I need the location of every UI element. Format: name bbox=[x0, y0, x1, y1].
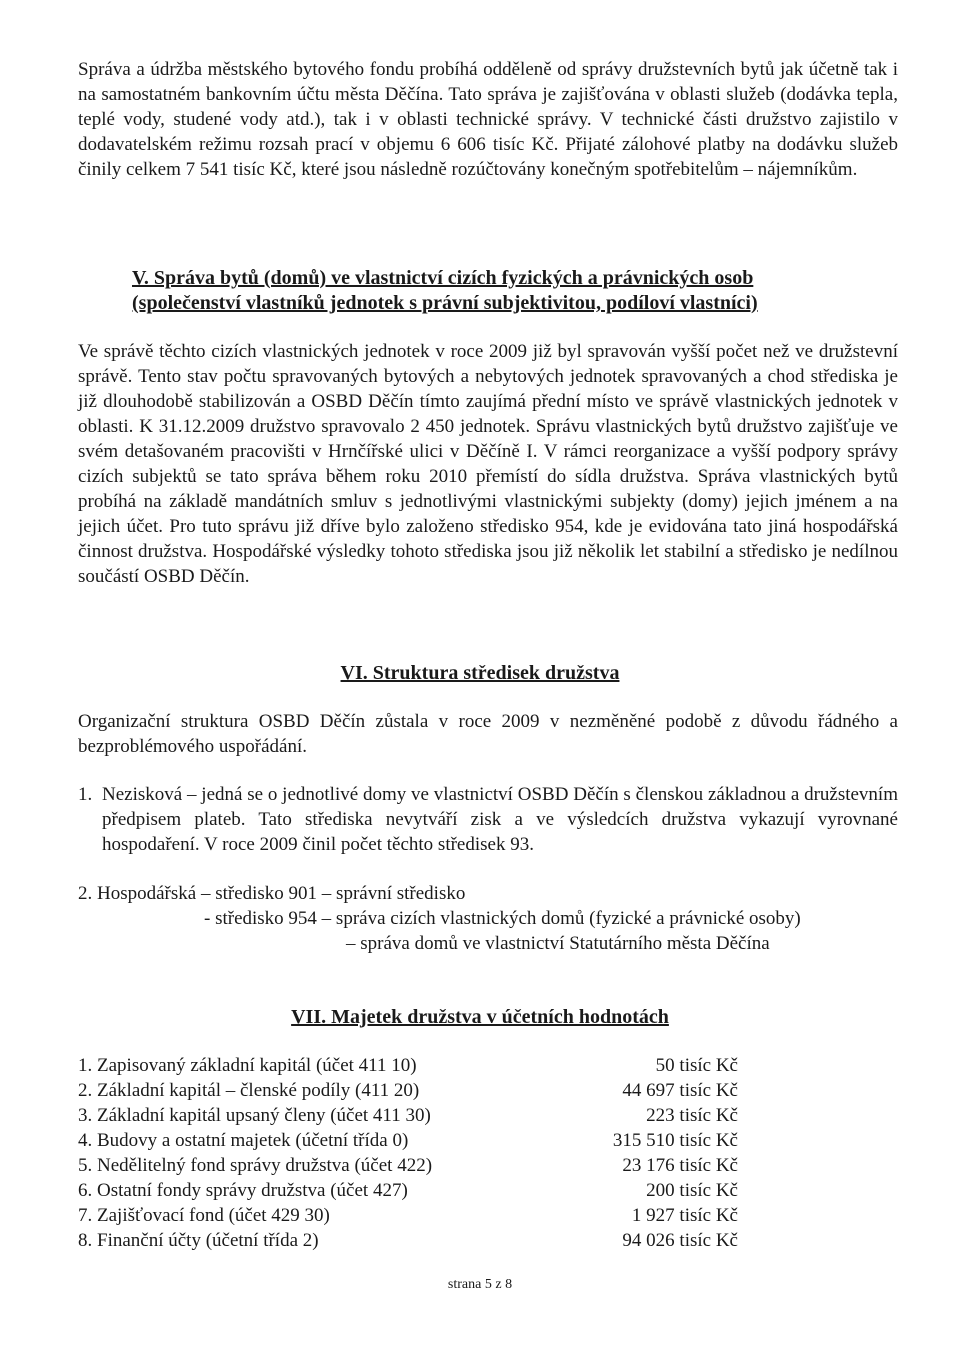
asset-row bbox=[78, 1228, 738, 1253]
asset-label: 2. Základní kapitál – členské podíly (411 20) bbox=[78, 1080, 420, 1101]
section6-item1-number: 1. bbox=[78, 784, 93, 805]
section6-item1-text: Nezisková – jedná se o jednotlivé domy ve vlastnictví OSBD Děčín s členskou základnou a družstevním předpisem plateb. Tato střediska nevytváří zisk a ve výsledcích družstva vykazují vyrovnané hospodaření. V roce 2009 činil počet těchto středisek 93. bbox=[102, 784, 898, 855]
page-number-footer: strana 5 z 8 bbox=[447, 1277, 513, 1292]
asset-label: 6. Ostatní fondy správy družstva (účet 427) bbox=[78, 1180, 408, 1201]
intro-paragraph: Správa a údržba městského bytového fondu probíhá odděleně od správy družstevních bytů jak účetně tak i na samostatném bankovním účtu města Děčína. Tato správa je zajišťována v oblasti služeb (dodávka tepla, teplé vody, studené vody atd.), tak i v oblasti technické správy. V technické části družstvo zajistilo v dodavatelském režimu rozsah prací v objemu 6 606 tisíc Kč. Přijaté zálohové platby na dodávku služeb činily celkem 7 541 tisíc Kč, které jsou následně rozúčtovány konečným spotřebitelům – nájemníkům. bbox=[78, 59, 898, 180]
asset-label: 4. Budovy a ostatní majetek (účetní třída 0) bbox=[78, 1130, 409, 1151]
asset-value: 50 tisíc Kč bbox=[655, 1055, 738, 1076]
asset-row bbox=[78, 1053, 738, 1078]
asset-row bbox=[78, 1203, 738, 1228]
asset-row bbox=[78, 1103, 738, 1128]
asset-row bbox=[78, 1178, 738, 1203]
section5-heading-line2: (společenství vlastníků jednotek s právní subjektivitou, podíloví vlastníci) bbox=[132, 292, 758, 314]
section6-intro: Organizační struktura OSBD Děčín zůstala v roce 2009 v nezměněné podobě z důvodu řádného a bezproblémového uspořádání. bbox=[78, 711, 898, 757]
section7-heading: VII. Majetek družstva v účetních hodnotách bbox=[291, 1006, 669, 1028]
asset-row bbox=[78, 1153, 738, 1178]
asset-label: 8. Finanční účty (účetní třída 2) bbox=[78, 1230, 319, 1251]
asset-label: 1. Zapisovaný základní kapitál (účet 411 10) bbox=[78, 1055, 417, 1076]
section6-item2-line3: – správa domů ve vlastnictví Statutárního města Děčína bbox=[346, 933, 770, 954]
section6-item2-line1: 2. Hospodářská – středisko 901 – správní středisko bbox=[78, 883, 466, 904]
section6-item2-line2: - středisko 954 – správa cizích vlastnických domů (fyzické a právnické osoby) bbox=[204, 908, 801, 929]
asset-value: 223 tisíc Kč bbox=[646, 1105, 738, 1126]
asset-value: 94 026 tisíc Kč bbox=[622, 1230, 738, 1251]
asset-value: 315 510 tisíc Kč bbox=[612, 1130, 738, 1151]
asset-label: 7. Zajišťovací fond (účet 429 30) bbox=[78, 1205, 330, 1226]
section6-item1 bbox=[78, 782, 898, 857]
asset-row bbox=[78, 1128, 738, 1153]
section5-heading-line1: V. Správa bytů (domů) ve vlastnictví cizích fyzických a právnických osob bbox=[132, 267, 754, 289]
asset-value: 23 176 tisíc Kč bbox=[622, 1155, 738, 1176]
asset-value: 200 tisíc Kč bbox=[646, 1180, 738, 1201]
section6-heading: VI. Struktura středisek družstva bbox=[340, 662, 620, 684]
section5-body: Ve správě těchto cizích vlastnických jednotek v roce 2009 již byl spravován vyšší počet než ve družstevní správě. Tento stav počtu spravovaných bytových a nebytových jednotek spravovaných a chod střediska je již dlouhodobě stabilizován a OSBD Děčín tímto zaujímá přední místo ve správě vlastnických jednotek v oblasti. K 31.12.2009 družstvo spravovalo 2 450 jednotek. Správu vlastnických bytů družstvo zajišťuje ve svém detašovaném pracovišti v Hrnčířské ulici v Děčíně I. V rámci reorganizace a vyšší podpory správy cizích subjektů se tato správa během roku 2010 přemístí do sídla družstva. Správa vlastnických bytů probíhá na základě mandátních smluv s jednotlivými vlastnickými subjekty (domy) jejich jménem a na jejich účet. Pro tuto správu již dříve bylo založeno středisko 954, kde je evidována tato jiná hospodářská činnost družstva. Hospodářské výsledky tohoto střediska jsou již několik let stabilní a středisko je nedílnou součástí OSBD Děčín. bbox=[78, 341, 898, 587]
asset-value: 1 927 tisíc Kč bbox=[631, 1205, 738, 1226]
asset-label: 5. Nedělitelný fond správy družstva (účet 422) bbox=[78, 1155, 433, 1176]
asset-label: 3. Základní kapitál upsaný členy (účet 411 30) bbox=[78, 1105, 431, 1126]
asset-value: 44 697 tisíc Kč bbox=[622, 1080, 738, 1101]
asset-row bbox=[78, 1078, 738, 1103]
